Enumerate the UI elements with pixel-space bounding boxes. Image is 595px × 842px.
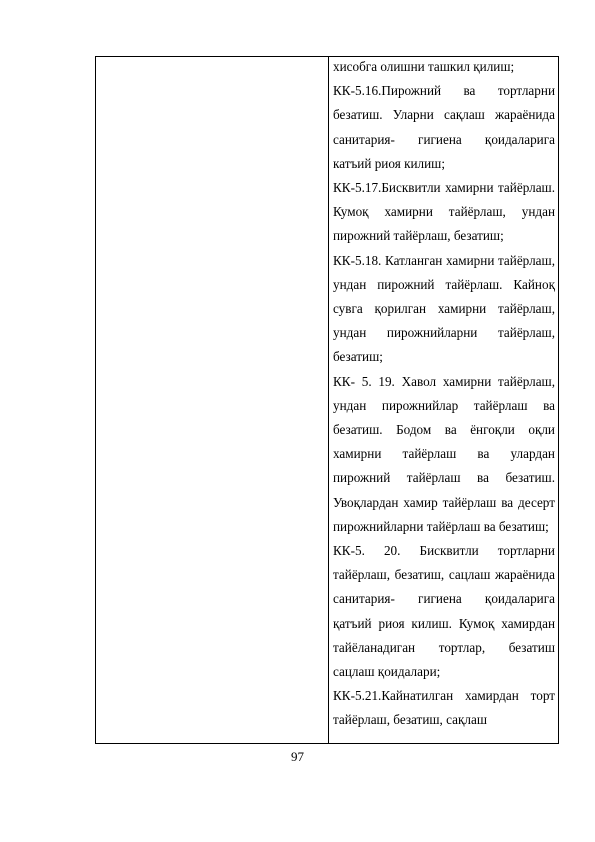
page-number: 97	[291, 749, 304, 764]
paragraph-intro: хисобга олишни ташкил қилиш;	[333, 59, 515, 74]
paragraph-kk-5-21: КК-5.21.Кайнатилган хамирдан торт тайёрлаш, безатиш, сақлаш	[333, 688, 555, 728]
paragraph-kk-5-20: КК-5. 20. Бисквитли тортларни тайёрлаш, безатиш, сацлаш жараёнида санитария- гигиена қоидаларига қатъий риоя килиш. Кумоқ хамирдан тайёланадиган тортлар, безатиш сацлаш қоидалари;	[333, 543, 555, 680]
content-table	[95, 56, 559, 744]
paragraph-kk-5-19: КК- 5. 19. Хавол хамирни тайёрлаш, ундан пирожнийлар тайёрлаш ва безатиш. Бодом ва ёнгоқли оқли хамирни тайёрлаш ва улардан пирожний тайёрлаш ва безатиш. Увоқлардан хамир тайёрлаш ва десерт пирожнийларни тайёрлаш ва безатиш;	[333, 373, 555, 534]
paragraph-kk-5-16: КК-5.16.Пирожний ва тортларни безатиш. Уларни сақлаш жараёнида санитария- гигиена қоидаларига катъий риоя килиш;	[333, 83, 555, 171]
table-right-cell	[329, 57, 558, 743]
table-left-cell	[96, 57, 329, 743]
paragraph-kk-5-18: КК-5.18. Катланган хамирни тайёрлаш, ундан пирожний тайёрлаш. Кайноқ сувга қорилган хамирни тайёрлаш, ундан пирожнийларни тайёрлаш, безатиш;	[333, 252, 555, 365]
paragraph-kk-5-17: КК-5.17.Бисквитли хамирни тайёрлаш. Кумоқ хамирни тайёрлаш, ундан пирожний тайёрлаш, безатиш;	[333, 180, 555, 244]
